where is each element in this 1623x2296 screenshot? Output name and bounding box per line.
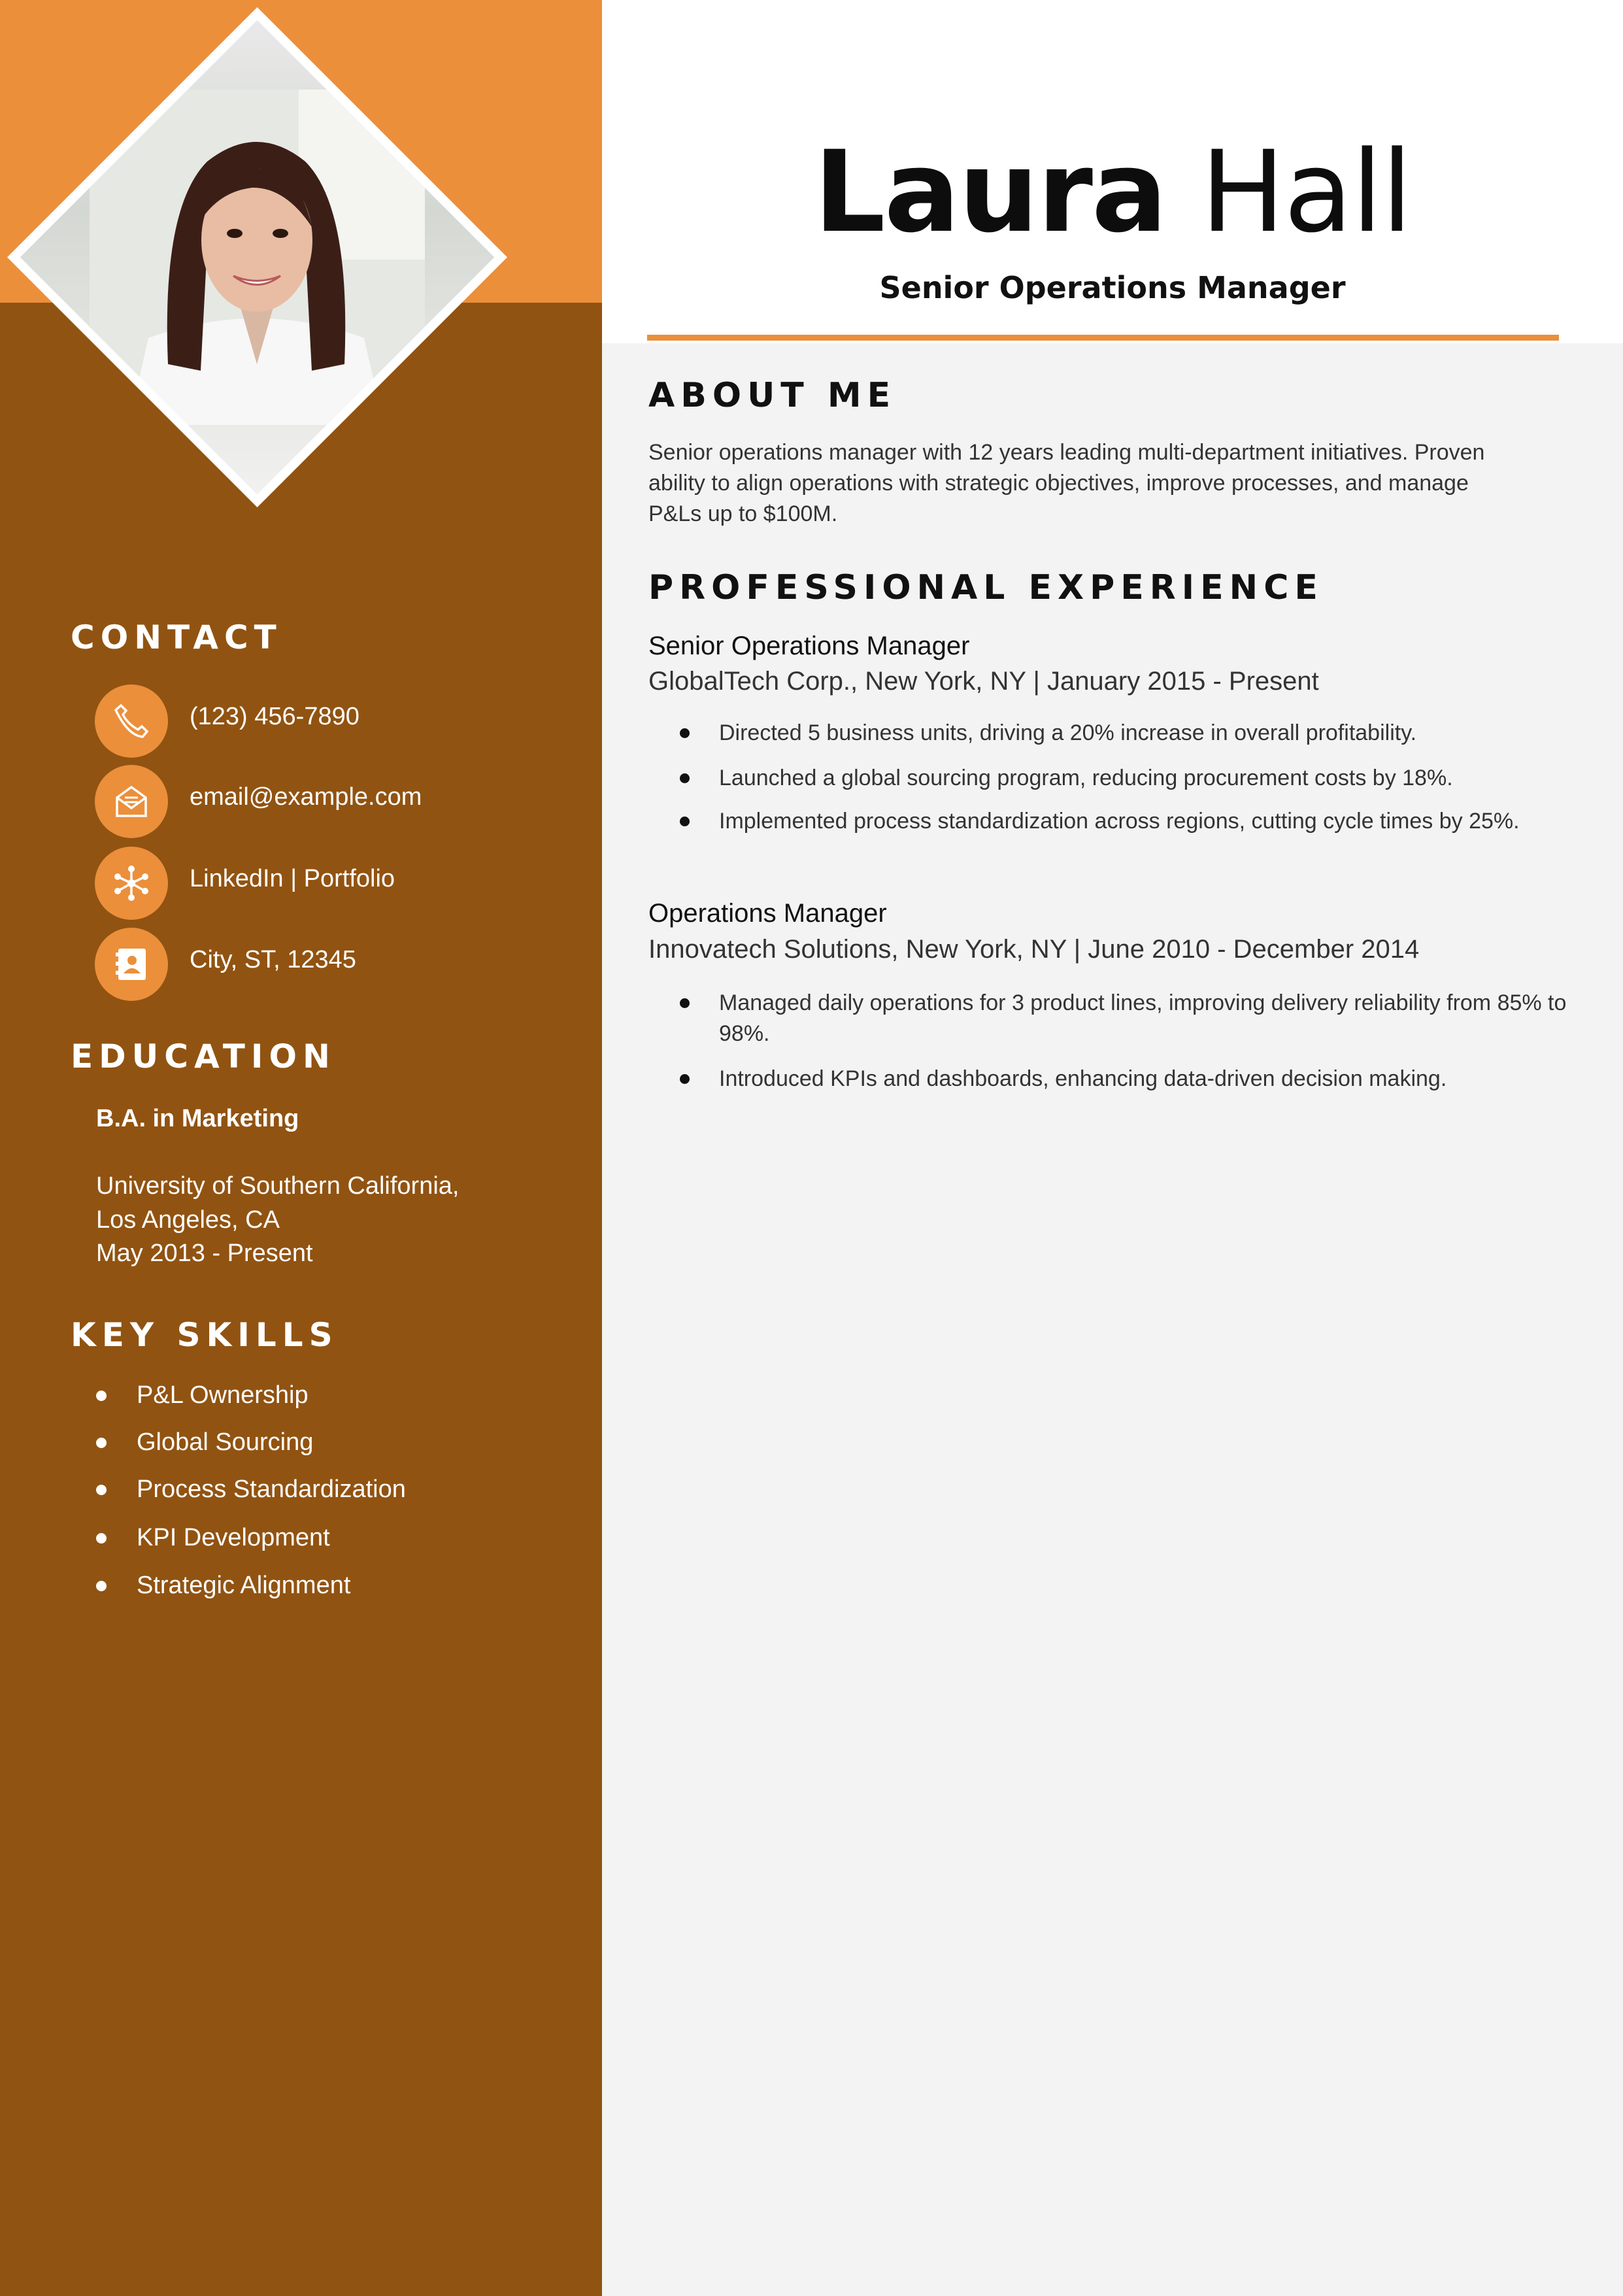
about-heading: ABOUT ME [648, 376, 897, 415]
bullet-icon [96, 1581, 107, 1591]
about-line: Senior operations manager with 12 years leading multi-department initiatives. Proven [648, 440, 1485, 465]
contact-phone-text: (123) 456-7890 [190, 703, 360, 730]
about-line: P&Ls up to $100M. [648, 501, 838, 526]
header-divider [647, 335, 1559, 341]
bullet-icon [680, 998, 690, 1008]
address-book-icon [95, 928, 168, 1001]
last-name: Hall [1200, 126, 1411, 258]
contact-links-text: LinkedIn | Portfolio [190, 865, 395, 892]
contact-address-text: City, ST, 12345 [190, 946, 356, 973]
key-skills-heading: KEY SKILLS [71, 1316, 339, 1354]
contact-address[interactable] [95, 928, 578, 1001]
bullet-icon [680, 728, 690, 738]
phone-icon [95, 684, 168, 758]
network-icon [95, 847, 168, 920]
email-icon [95, 765, 168, 838]
bullet-icon [96, 1533, 107, 1544]
contact-email-text: email@example.com [190, 783, 422, 811]
contact-email[interactable] [95, 765, 578, 838]
first-name: Laura [813, 126, 1166, 258]
bullet-icon [96, 1438, 107, 1448]
about-line: ability to align operations with strategic objectives, improve processes, and manage [648, 471, 1469, 496]
job-title: Operations Manager [648, 899, 887, 928]
contact-phone[interactable] [95, 684, 578, 758]
education-school-line1: University of Southern California, [96, 1172, 460, 1200]
bullet-icon [680, 1074, 690, 1084]
contact-links[interactable] [95, 847, 578, 920]
job-title-header: Senior Operations Manager [879, 270, 1346, 305]
experience-heading: PROFESSIONAL EXPERIENCE [648, 568, 1324, 607]
job-title: Senior Operations Manager [648, 632, 970, 660]
contact-heading: CONTACT [71, 618, 282, 656]
bullet-icon [680, 773, 690, 783]
bullet-icon [680, 817, 690, 826]
candidate-name [602, 126, 1623, 258]
bullet-icon [96, 1485, 107, 1495]
education-degree: B.A. in Marketing [96, 1105, 299, 1132]
portrait-illustration [90, 90, 425, 425]
job-meta: Innovatech Solutions, New York, NY | June 2010 - December 2014 [648, 935, 1420, 964]
education-school-line2: Los Angeles, CA [96, 1206, 280, 1234]
education-heading: EDUCATION [71, 1038, 336, 1075]
education-dates: May 2013 - Present [96, 1240, 313, 1267]
bullet-icon [96, 1391, 107, 1401]
job-meta: GlobalTech Corp., New York, NY | January 2015 - Present [648, 667, 1319, 696]
